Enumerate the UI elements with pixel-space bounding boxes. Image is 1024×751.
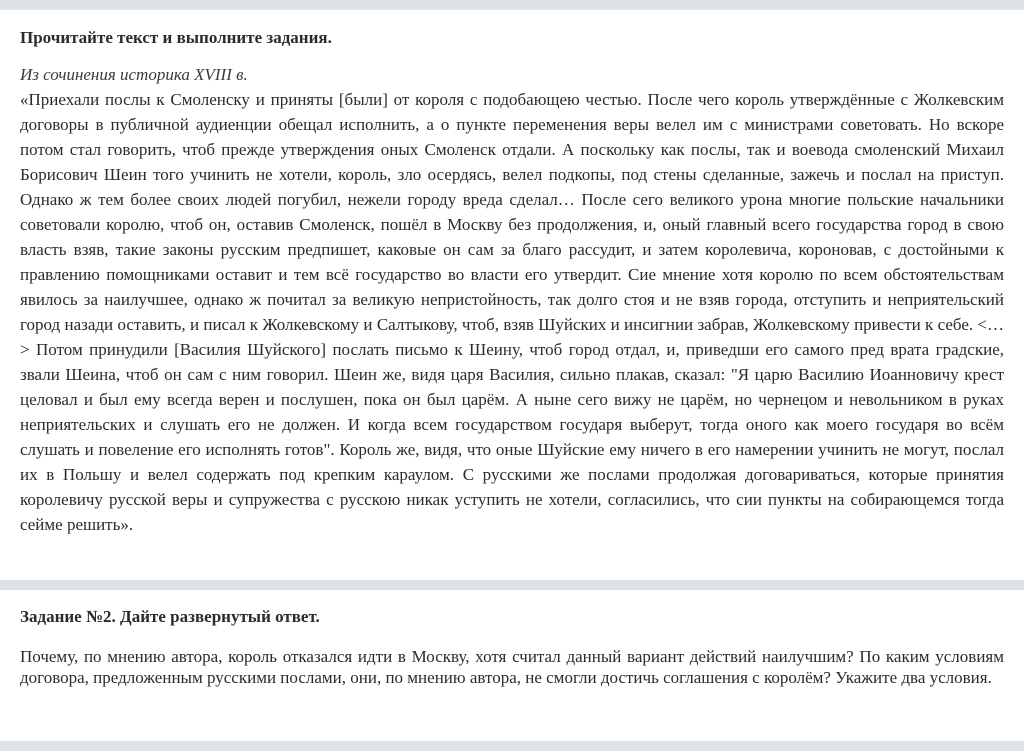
source-passage: «Приехали послы к Смоленску и приняты [были] от короля с подобающею честью. После чего король утверждённые с Жолкевским договоры в публичной аудиенции обещал исполнить, а о пункте переменения веры велел им с министрами советовать. Но вскоре потом стал говорить, чтоб прежде утверждения оных Смоленск отдали. А поскольку как послы, так и воевода смоленский Михаил Борисович Шеин того учинить не хотели, король, зло осердясь, велел подкопы, под стены сделанные, зажечь и послал на приступ. Однако ж тем более своих людей погубил, нежели городу вреда сделал… После сего великого урона многие польские начальники советовали королю, чтоб он, оставив Смоленск, пошёл в Москву без продолжения, и, оный главный всего государства город в свою власть взяв, такие законы русским предпишет, каковые он сам за благо рассудит, и затем королевича, короновав, с достойными к правлению помощниками оставит и тем всё государство во власти его утвердит. Сие мнение хотя королю по всем обстоятельствам явилось за наилучшее, однако ж почитал за великую непристойность, так долго стоя и не взяв города, отступить и неприятельский город назади оставить, и писал к Жолкевскому и Салтыкову, чтоб, взяв Шуйских и инсигнии забрав, Жолкевскому привести к себе. <…> Потом принудили [Василия Шуйского] послать письмо к Шеину, чтоб город отдал, и, приведши его самого пред врата градские, звали Шеина, чтоб он сам с ним говорил. Шеин же, видя царя Василия, сильно плакав, сказал: "Я царю Василию Иоанновичу крест целовал и был ему всегда верен и послушен, пока он был царём. А ныне сего вижу не царём, но чернецом и невольником в руках неприятельских и слушать его не должен. И когда всем государством государя выберут, тогда оного как моего государя во всём слушать и повеление его исполнять готов". Король же, видя, что оные Шуйские ему ничего в его намерении учинить не могут, послал их в Польшу и велел содержать под крепким караулом. С русскими же послами продолжая договариваться, которые принятия королевичу русской веры и супружества с русскою никак уступить не хотели, согласились, что сии пункты на собирающемся тогда сейме решить». xyxy=(20,90,1004,534)
source-caption: Из сочинения историка XVIII в. xyxy=(20,65,248,84)
task-title: Задание №2. Дайте развернутый ответ. xyxy=(20,607,320,626)
reading-card xyxy=(0,10,1024,580)
task-card xyxy=(0,590,1024,741)
reading-instruction: Прочитайте текст и выполните задания. xyxy=(20,28,332,47)
task-question: Почему, по мнению автора, король отказался идти в Москву, хотя считал данный вариант действий наилучшим? По каким условиям договора, предложенным русскими послами, они, по мнению автора, не смогли достичь соглашения с королём? Укажите два условия. xyxy=(20,647,1004,687)
